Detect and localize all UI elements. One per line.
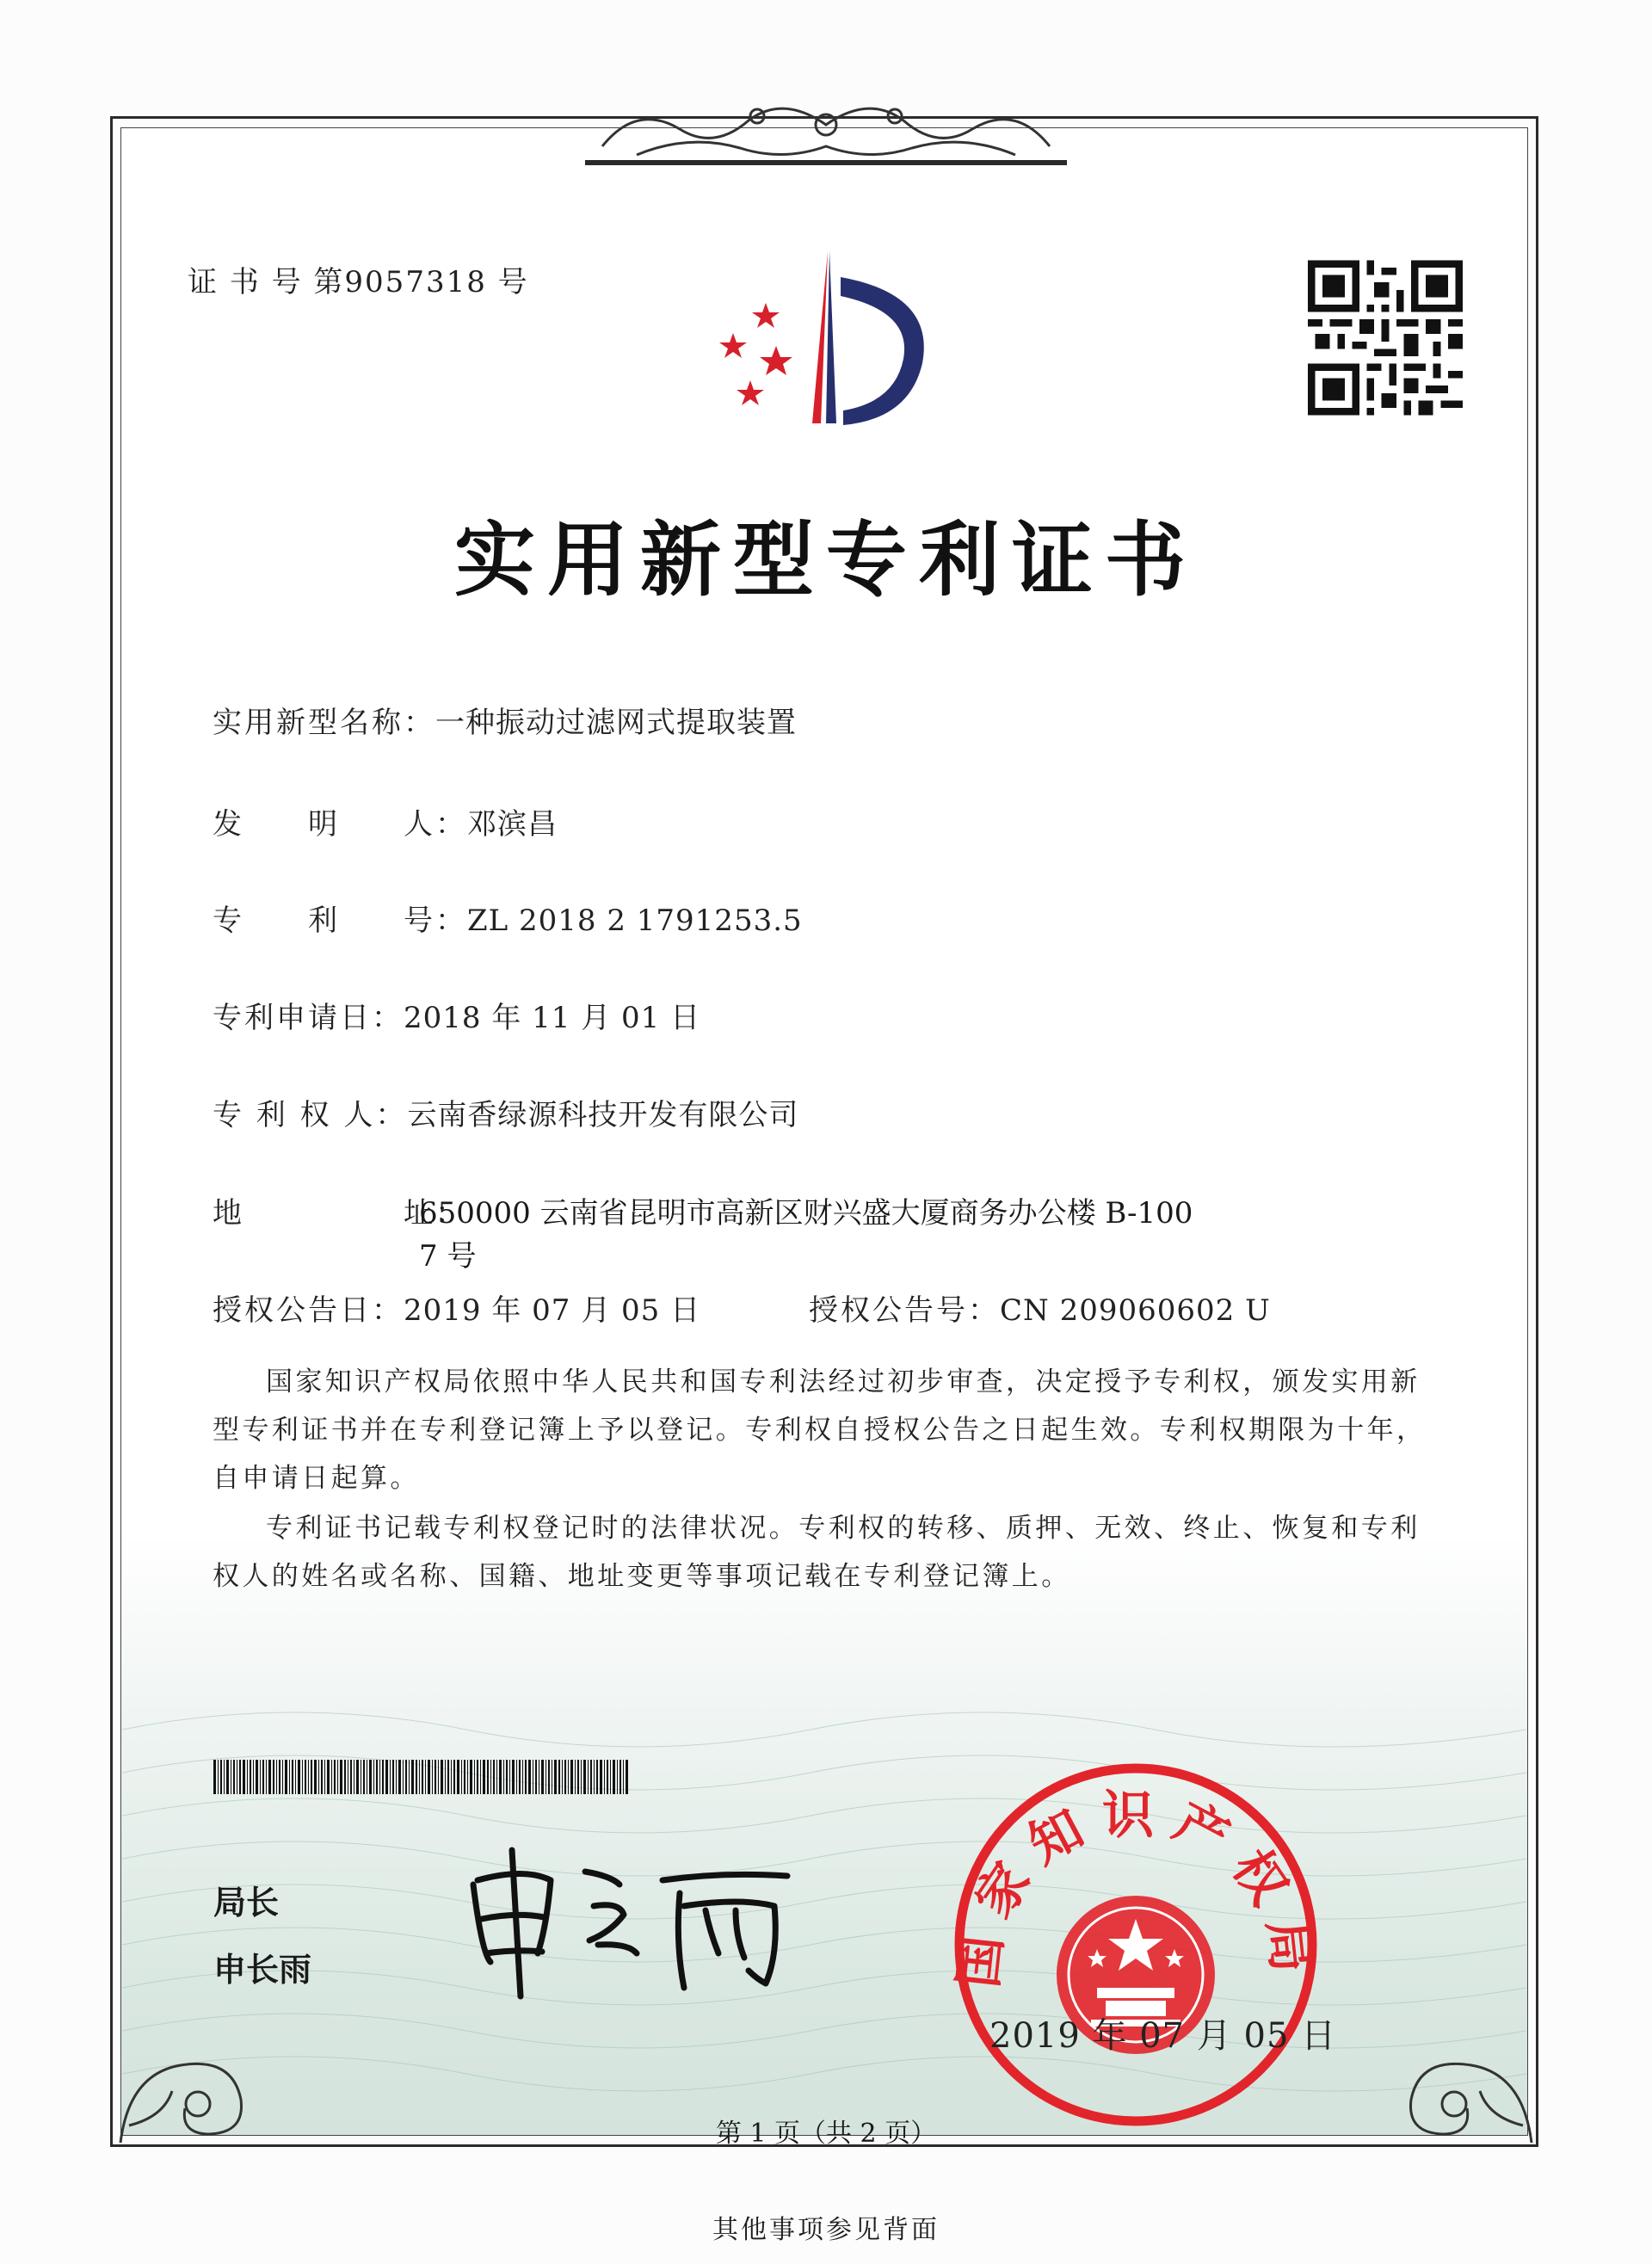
- paragraph-legal-status: 专利证书记载专利权登记时的法律状况。专利权的转移、质押、无效、终止、恢复和专利权人的姓名或名称、国籍、地址变更等事项记载在专利登记簿上。: [213, 1513, 1421, 1592]
- field-apply-date-row: [213, 994, 700, 1036]
- field-name-value: 一种振动过滤网式提取装置: [435, 706, 797, 740]
- field-grant-date-label: 授权公告日：: [213, 1293, 404, 1328]
- field-address-line1: 650000 云南省昆明市高新区财兴盛大厦商务办公楼 B-100: [419, 1196, 1193, 1231]
- field-grant-no-label: 授权公告号：: [809, 1293, 1000, 1328]
- field-address-label: 地 址：: [213, 1196, 467, 1231]
- field-grant-no-row: [809, 1286, 1271, 1329]
- qr-code-icon: [1308, 258, 1463, 417]
- field-name-row: [213, 699, 797, 741]
- field-apply-date-label: 专利申请日：: [213, 1001, 404, 1035]
- field-grant-date-row: [213, 1286, 700, 1329]
- footer-note: 其他事项参见背面: [712, 2215, 940, 2245]
- signatory-name: 申长雨: [213, 1951, 312, 1989]
- top-ornament: [585, 86, 1067, 172]
- paragraph-grant-statement: 国家知识产权局依照中华人民共和国专利法经过初步审查，决定授予专利权，颁发实用新型专利证书并在专利登记簿上予以登记。专利权自授权公告之日起生效。专利权期限为十年，自申请日起算。: [213, 1366, 1427, 1494]
- seal-date: 2019 年 07 月 05 日: [989, 2016, 1337, 2056]
- field-inventor-row: [213, 800, 558, 842]
- cnipa-logo-icon: [699, 243, 940, 441]
- field-apply-date-value: 2018 年 11 月 01 日: [404, 1001, 701, 1035]
- barcode: [213, 1760, 630, 1794]
- field-patent-no-value: ZL 2018 2 1791253.5: [467, 904, 803, 938]
- field-grant-date-value: 2019 年 07 月 05 日: [404, 1293, 701, 1328]
- certificate-title: 实用新型专利证书: [453, 514, 1198, 608]
- field-patent-no-label: 专 利 号：: [213, 904, 467, 938]
- seal-text: 国家知识产权局: [948, 1786, 1323, 1991]
- field-owner-label: 专 利 权 人：: [213, 1098, 408, 1132]
- field-inventor-value: 邓滨昌: [467, 807, 558, 842]
- field-owner-row: [213, 1091, 798, 1133]
- field-grant-no-value: CN 209060602 U: [1000, 1293, 1271, 1328]
- certificate-number: 证 书 号 第9057318 号: [188, 265, 529, 299]
- field-owner-value: 云南香绿源科技开发有限公司: [407, 1098, 799, 1132]
- field-address-line2: 7 号: [419, 1239, 477, 1274]
- field-patent-no-row: [213, 897, 803, 939]
- handwritten-signature: [447, 1833, 809, 2005]
- page-number: 第 1 页（共 2 页）: [715, 2119, 937, 2149]
- signatory-title: 局长: [213, 1884, 280, 1922]
- field-inventor-label: 发 明 人：: [213, 807, 467, 842]
- field-name-label: 实用新型名称：: [213, 706, 435, 740]
- official-seal: [938, 1751, 1337, 2138]
